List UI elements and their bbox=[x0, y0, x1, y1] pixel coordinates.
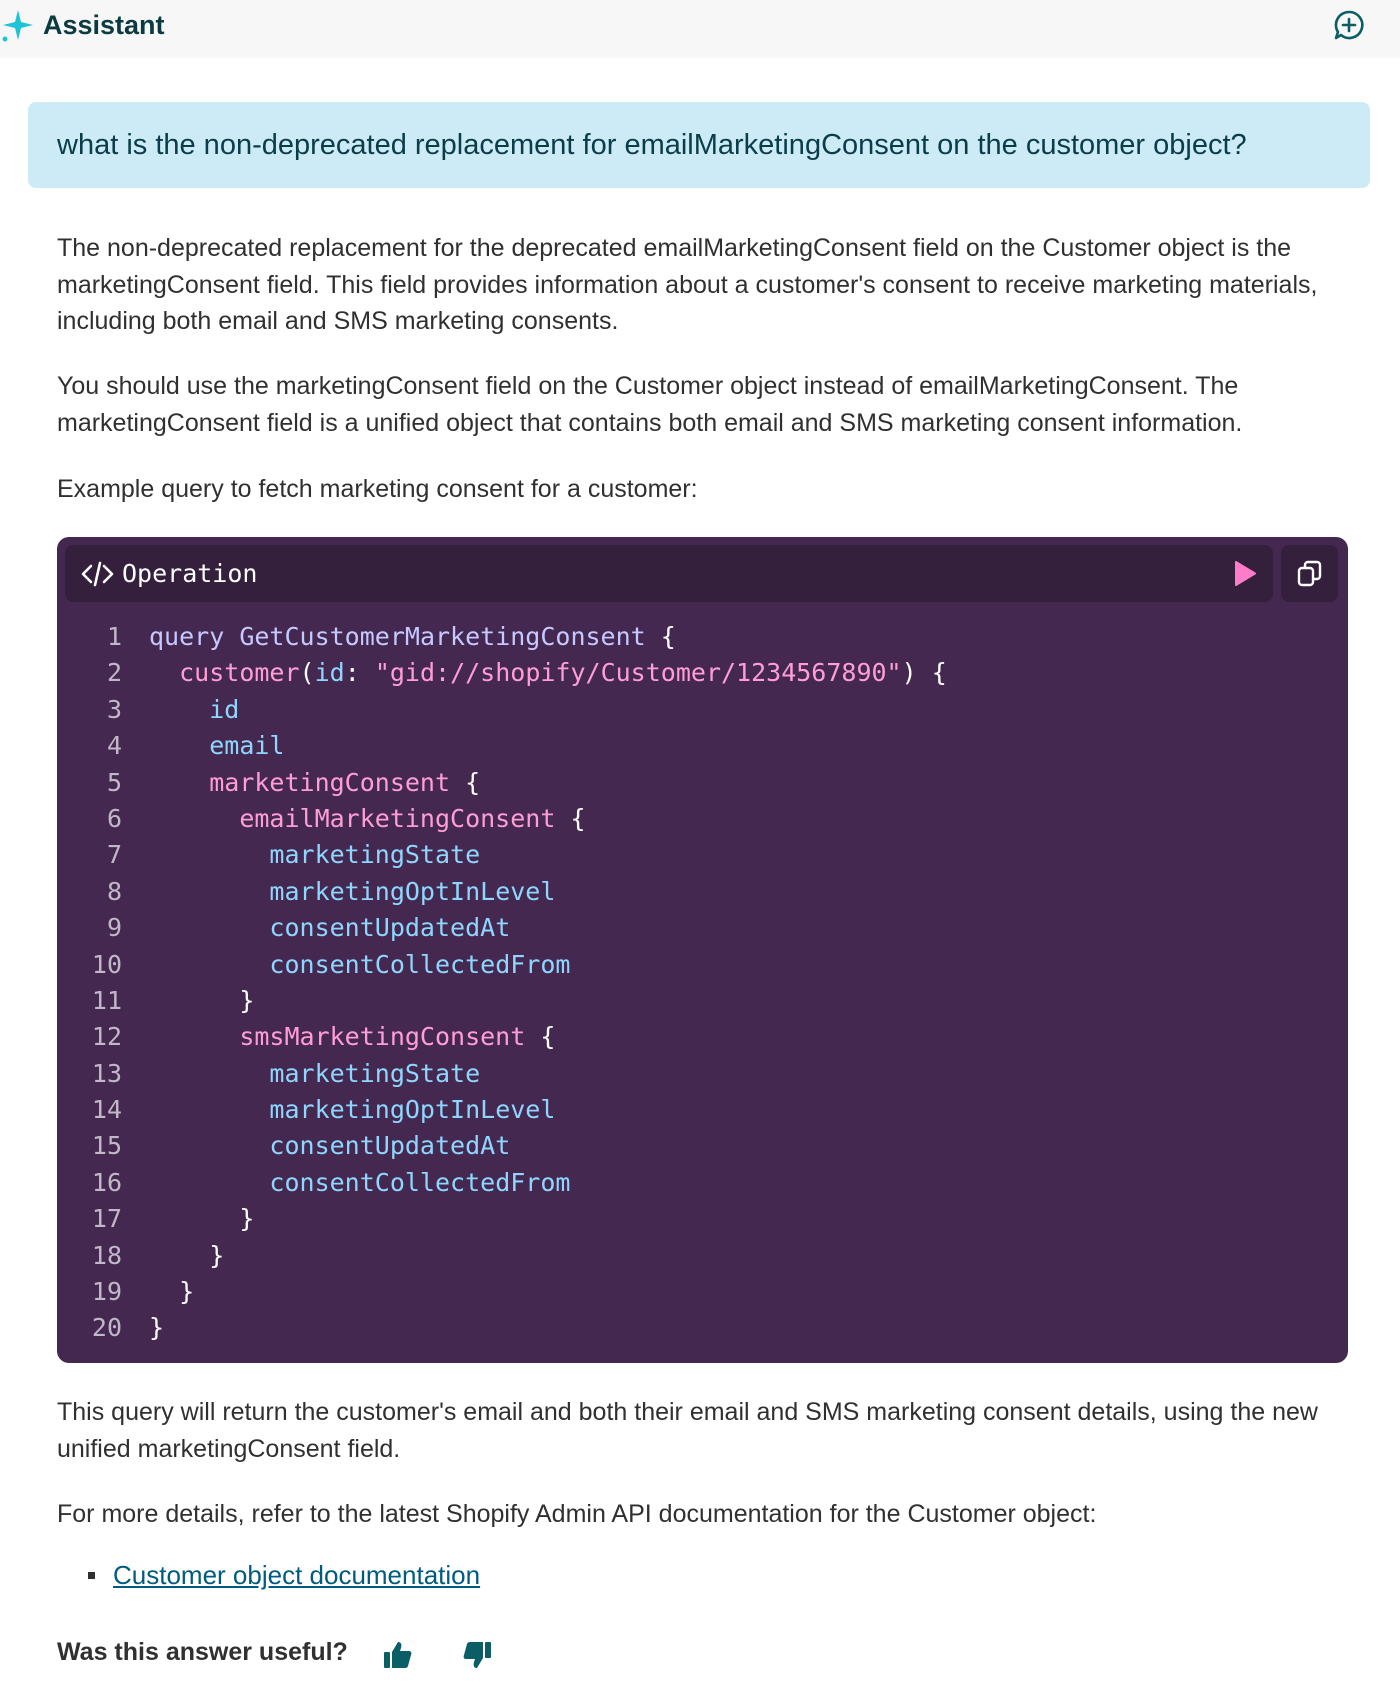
code-line: 14 marketingOptInLevel bbox=[91, 1095, 556, 1125]
code-line: 18 } bbox=[91, 1240, 225, 1270]
code-line: 19 } bbox=[91, 1277, 195, 1307]
customer-docs-link[interactable]: Customer object documentation bbox=[113, 1560, 481, 1590]
code-header bbox=[65, 545, 1266, 602]
code-line: 15 consentUpdatedAt bbox=[91, 1131, 511, 1161]
code-line: 7 marketingState bbox=[106, 840, 481, 870]
copy-icon bbox=[1295, 559, 1324, 588]
answer-paragraph: The non-deprecated replacement for the deprecated emailMarketingConsent field on the Customer object is the marketingConsent field. This field provides information about a customer's consent to receive marketing materials, including both email and SMS marketing consents. bbox=[57, 234, 1318, 335]
code-line: 10 consentCollectedFrom bbox=[91, 949, 571, 979]
code-line: 13 marketingState bbox=[91, 1058, 481, 1088]
code-line: 6 emailMarketingConsent { bbox=[106, 803, 586, 833]
code-line: 3 id bbox=[106, 694, 240, 724]
user-question: what is the non-deprecated replacement for emailMarketingConsent on the customer object? bbox=[28, 102, 1370, 188]
header-title: Assistant bbox=[43, 10, 165, 40]
thumbs-up-icon[interactable] bbox=[381, 1638, 415, 1672]
code-line: 8 marketingOptInLevel bbox=[106, 876, 556, 906]
code-line: 20 } bbox=[91, 1313, 165, 1343]
code-block bbox=[57, 537, 1348, 1363]
assistant-header bbox=[0, 0, 1400, 58]
run-button[interactable] bbox=[1216, 545, 1273, 602]
feedback-question: Was this answer useful? bbox=[57, 1638, 348, 1666]
copy-button[interactable] bbox=[1281, 545, 1338, 602]
code-icon bbox=[81, 560, 114, 588]
play-icon bbox=[1230, 559, 1259, 588]
code-line: 5 marketingConsent { bbox=[106, 767, 481, 797]
code-line: 16 consentCollectedFrom bbox=[91, 1167, 571, 1197]
bullet bbox=[88, 1572, 95, 1579]
code-line: 9 consentUpdatedAt bbox=[106, 913, 511, 943]
answer-paragraph: Example query to fetch marketing consent for a customer: bbox=[57, 475, 698, 503]
code-line: 4 email bbox=[106, 731, 285, 761]
code-line: 11 } bbox=[91, 985, 255, 1015]
answer-paragraph: You should use the marketingConsent field on the Customer object instead of emailMarketingConsent. The marketingConsent field is a unified object that contains both email and SMS marketing consent information. bbox=[57, 372, 1243, 437]
answer-paragraph: This query will return the customer's email and both their email and SMS marketing consent details, using the new unified marketingConsent field. bbox=[57, 1398, 1318, 1463]
feedback-row bbox=[57, 1638, 348, 1667]
code-line: 1 query GetCustomerMarketingConsent { bbox=[106, 622, 676, 651]
thumbs-down-icon[interactable] bbox=[460, 1638, 494, 1672]
sparkle-icon bbox=[0, 8, 36, 44]
code-label: Operation bbox=[122, 559, 258, 588]
chat-plus-icon[interactable] bbox=[1333, 9, 1365, 41]
code-content bbox=[57, 619, 1348, 1347]
code-line: 2 customer(id: "gid://shopify/Customer/1234567890") { bbox=[106, 658, 947, 688]
code-line: 17 } bbox=[91, 1204, 255, 1234]
code-line: 12 smsMarketingConsent { bbox=[91, 1022, 556, 1052]
links-list bbox=[88, 1560, 480, 1591]
answer-paragraph: For more details, refer to the latest Shopify Admin API documentation for the Customer object: bbox=[57, 1500, 1097, 1528]
